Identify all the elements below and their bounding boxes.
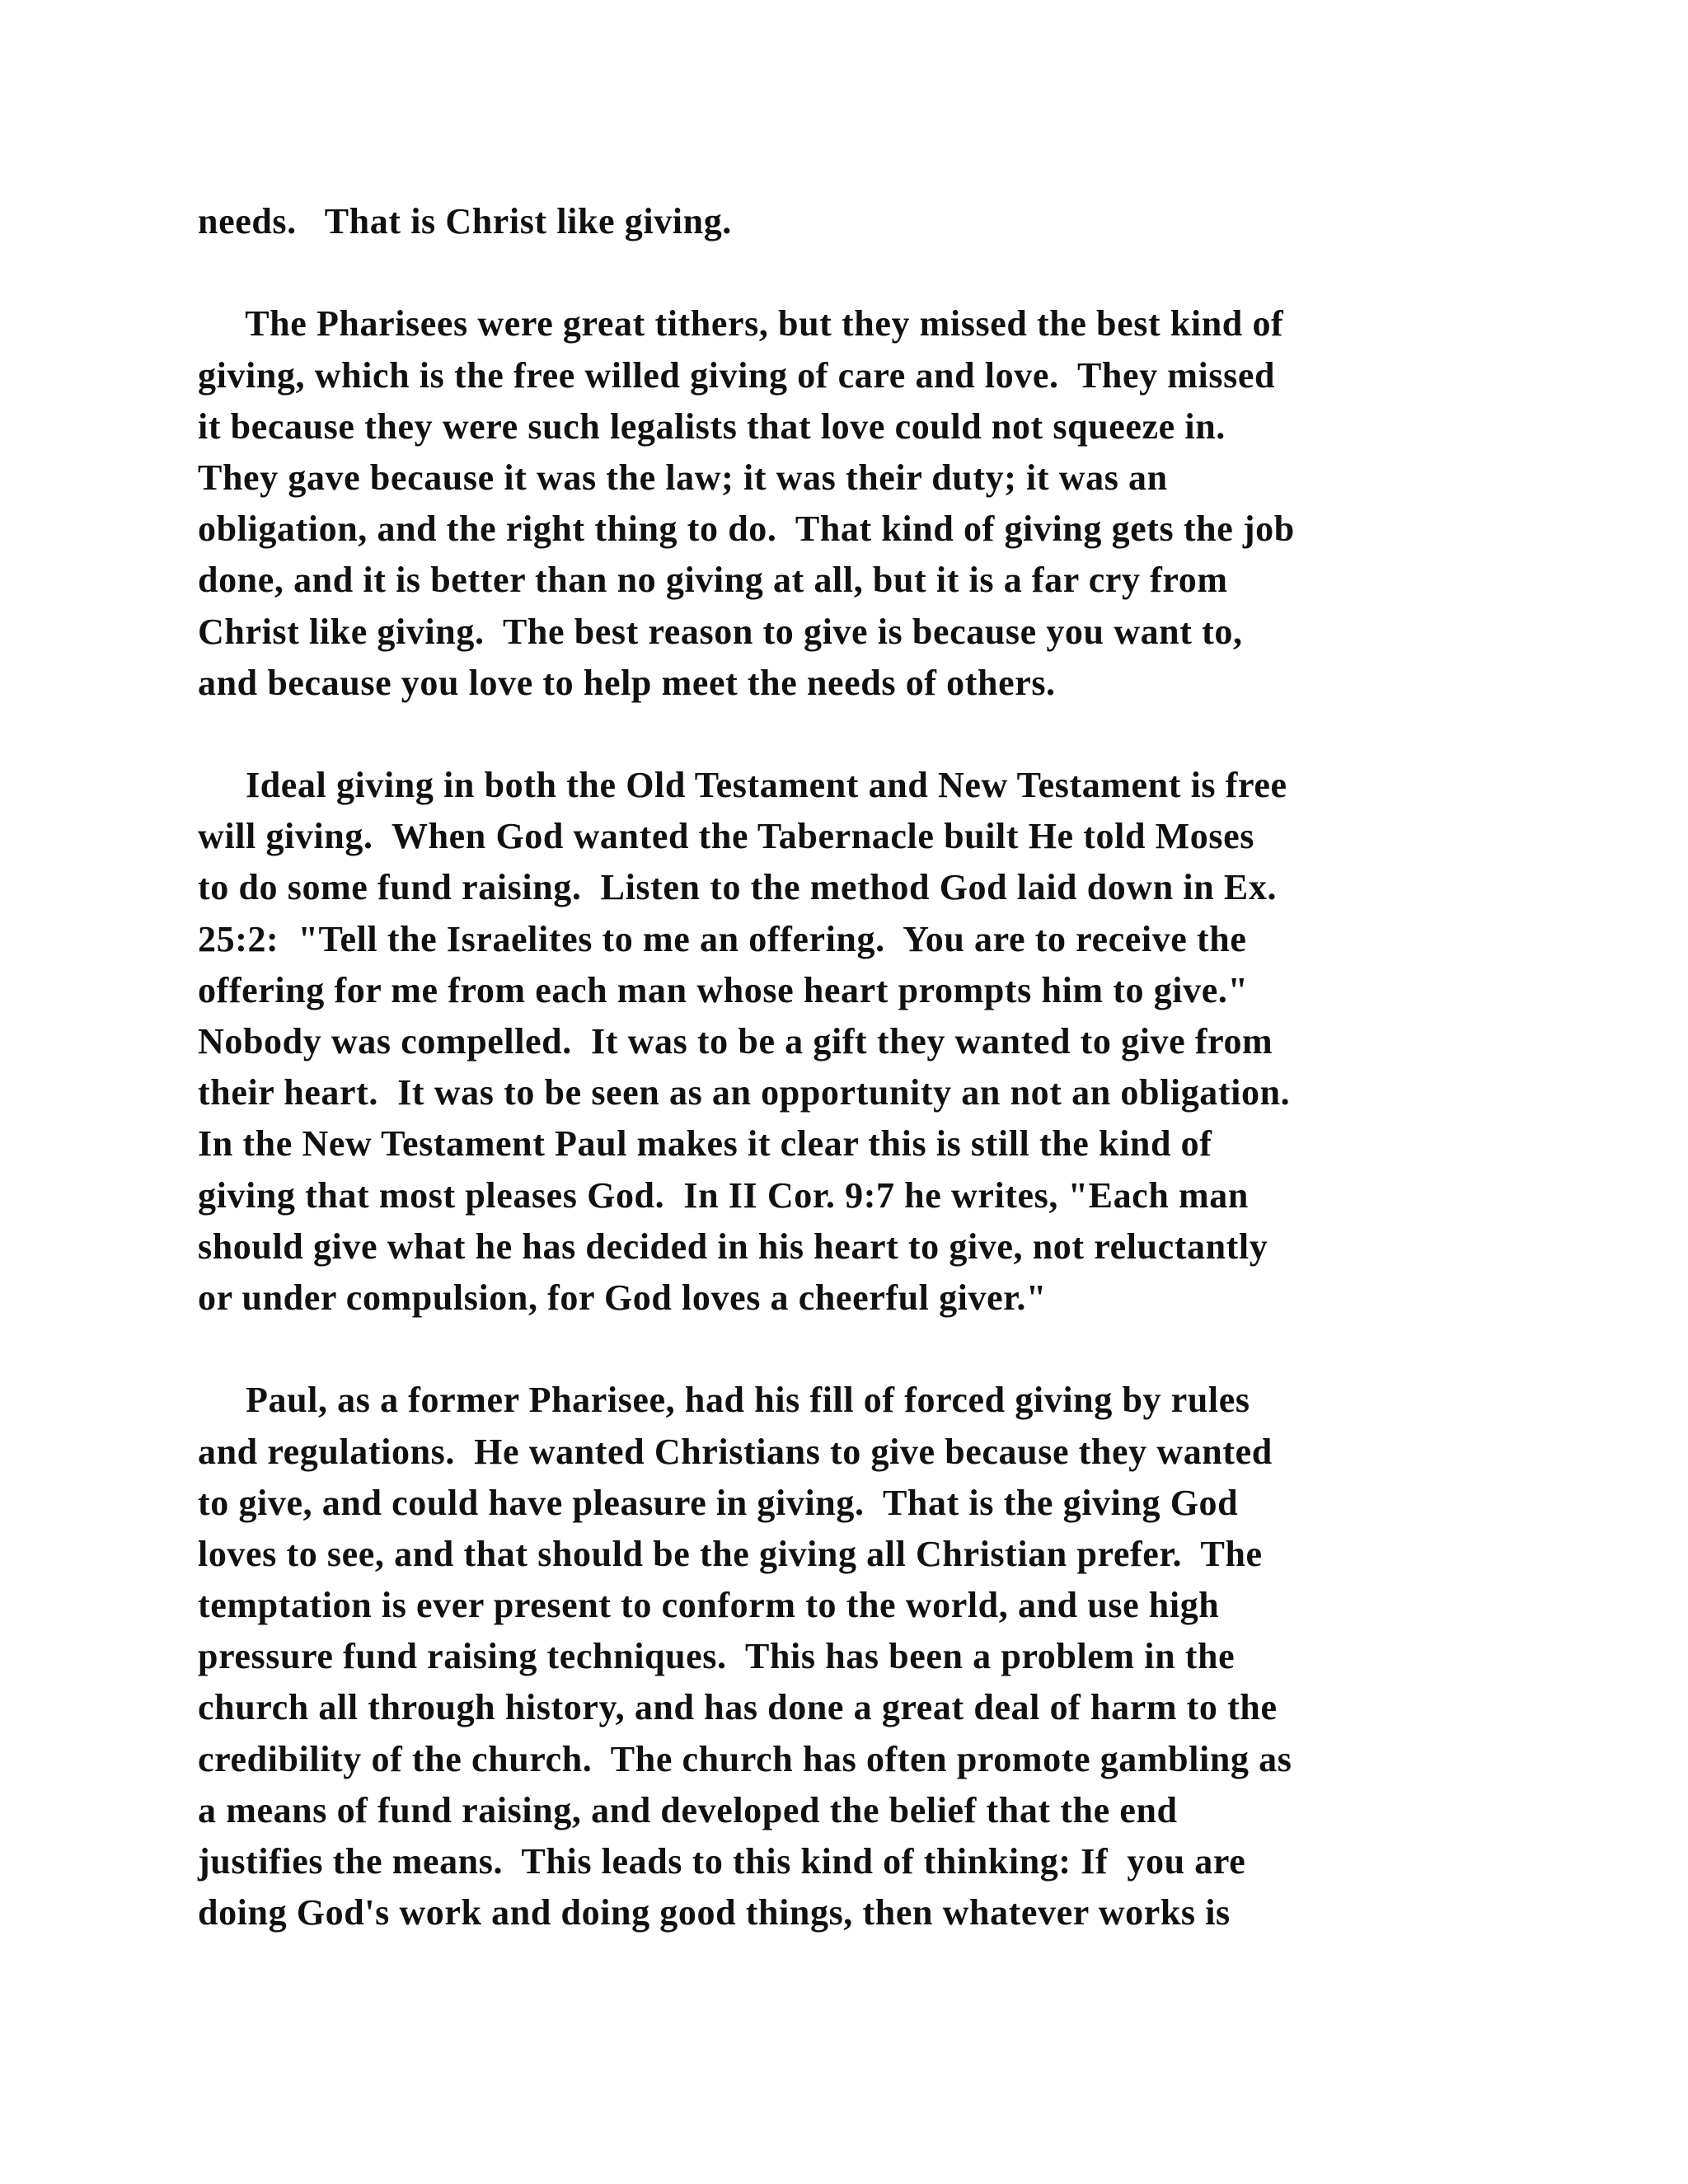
text-line: and regulations. He wanted Christians to give because they wanted — [198, 1431, 1273, 1472]
text-line: Ideal giving in both the Old Testament and New Testament is free — [198, 765, 1287, 806]
text-line: giving that most pleases God. In II Cor. 9:7 he writes, "Each man — [198, 1174, 1249, 1216]
paragraph-4 — [198, 1375, 1517, 1938]
text-line: to do some fund raising. Listen to the method God laid down in Ex. — [198, 867, 1278, 908]
text-line: giving, which is the free willed giving of care and love. They missed — [198, 354, 1276, 396]
text-line: done, and it is better than no giving at all, but it is a far cry from — [198, 560, 1228, 601]
text-line: a means of fund raising, and developed the belief that the end — [198, 1789, 1178, 1830]
text-line: needs. That is Christ like giving. — [198, 201, 732, 241]
text-line: Nobody was compelled. It was to be a gift they wanted to give from — [198, 1021, 1273, 1062]
text-line: offering for me from each man whose heart prompts him to give." — [198, 969, 1249, 1010]
text-line: it because they were such legalists that love could not squeeze in. — [198, 405, 1226, 447]
paragraph-spacer — [198, 1324, 1517, 1375]
text-line: The Pharisees were great tithers, but they missed the best kind of — [198, 303, 1284, 344]
text-line: credibility of the church. The church has often promote gambling as — [198, 1738, 1292, 1779]
text-line: will giving. When God wanted the Tabernacle built He told Moses — [198, 816, 1254, 857]
text-line: 25:2: "Tell the Israelites to me an offering. You are to receive the — [198, 918, 1247, 959]
text-line: temptation is ever present to conform to the world, and use high — [198, 1585, 1220, 1626]
paragraph-1 — [198, 196, 1517, 247]
text-line: their heart. It was to be seen as an opportunity an not an obligation. — [198, 1072, 1291, 1113]
text-line: justifies the means. This leads to this kind of thinking: If you are — [198, 1841, 1246, 1882]
paragraph-3 — [198, 760, 1517, 1324]
text-line: or under compulsion, for God loves a cheerful giver." — [198, 1277, 1047, 1318]
text-line: obligation, and the right thing to do. That kind of giving gets the job — [198, 509, 1295, 550]
text-line: Paul, as a former Pharisee, had his fill of forced giving by rules — [198, 1380, 1250, 1421]
paragraph-2 — [198, 298, 1517, 709]
text-line: Christ like giving. The best reason to give is because you want to, — [198, 611, 1243, 652]
text-line: church all through history, and has done a great deal of harm to the — [198, 1687, 1278, 1728]
text-line: loves to see, and that should be the giving all Christian prefer. The — [198, 1533, 1263, 1574]
text-line: and because you love to help meet the needs of others. — [198, 662, 1056, 703]
text-line: should give what he has decided in his heart to give, not reluctantly — [198, 1226, 1268, 1267]
paragraph-spacer — [198, 247, 1517, 298]
paragraph-spacer — [198, 709, 1517, 760]
body-text — [198, 196, 1517, 1938]
text-line: pressure fund raising techniques. This has been a problem in the — [198, 1636, 1236, 1677]
text-line: They gave because it was the law; it was their duty; it was an — [198, 457, 1168, 498]
text-line: In the New Testament Paul makes it clear this is still the kind of — [198, 1123, 1212, 1165]
text-line: doing God's work and doing good things, then whatever works is — [198, 1892, 1231, 1933]
text-line: to give, and could have pleasure in giving. That is the giving God — [198, 1482, 1239, 1523]
